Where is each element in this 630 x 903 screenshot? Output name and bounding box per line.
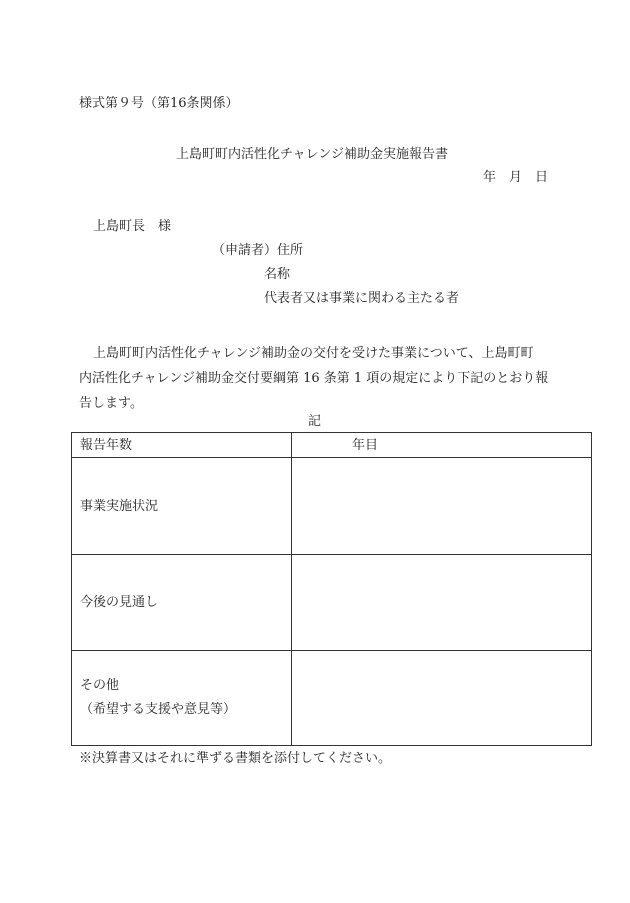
- other-label-line2: （希望する支援や意見等）: [80, 702, 237, 717]
- form-number: 様式第９号（第16条関係）: [79, 96, 239, 111]
- applicant-name-label: 名称: [264, 267, 291, 282]
- project-status-cell[interactable]: [292, 458, 592, 555]
- table-row: [72, 651, 592, 746]
- table-row: [72, 458, 592, 555]
- footer-note: ※決算書又はそれに準ずる書類を添付してください。: [79, 751, 392, 766]
- body-line-3: 告します。: [79, 396, 143, 411]
- addressee: 上島町長 様: [93, 219, 172, 234]
- report-years-label: 報告年数: [72, 433, 292, 458]
- table-row: [72, 433, 592, 458]
- other-label: [72, 651, 292, 746]
- other-cell[interactable]: [292, 651, 592, 746]
- body-line-2: 内活性化チャレンジ補助金交付要綱第 16 条第 1 項の規定により下記のとおり報: [79, 371, 549, 386]
- document-title: 上島町町内活性化チャレンジ補助金実施報告書: [176, 147, 448, 162]
- body-line-1: 上島町町内活性化チャレンジ補助金の交付を受けた事業について、上島町町: [93, 346, 534, 361]
- ki-label: 記: [308, 414, 322, 429]
- report-years-cell[interactable]: [292, 433, 592, 458]
- date-line: 年 月 日: [483, 170, 549, 185]
- project-status-label: 事業実施状況: [72, 458, 292, 555]
- other-label-line1: その他: [80, 678, 120, 693]
- table-row: [72, 555, 592, 651]
- report-table: [71, 432, 592, 746]
- future-outlook-cell[interactable]: [292, 555, 592, 651]
- future-outlook-label: 今後の見通し: [72, 555, 292, 651]
- representative-label: 代表者又は事業に関わる主たる者: [264, 291, 460, 306]
- applicant-address-label: （申請者）住所: [212, 243, 304, 258]
- body-paragraph: [79, 341, 559, 416]
- report-years-unit: 年目: [352, 437, 379, 453]
